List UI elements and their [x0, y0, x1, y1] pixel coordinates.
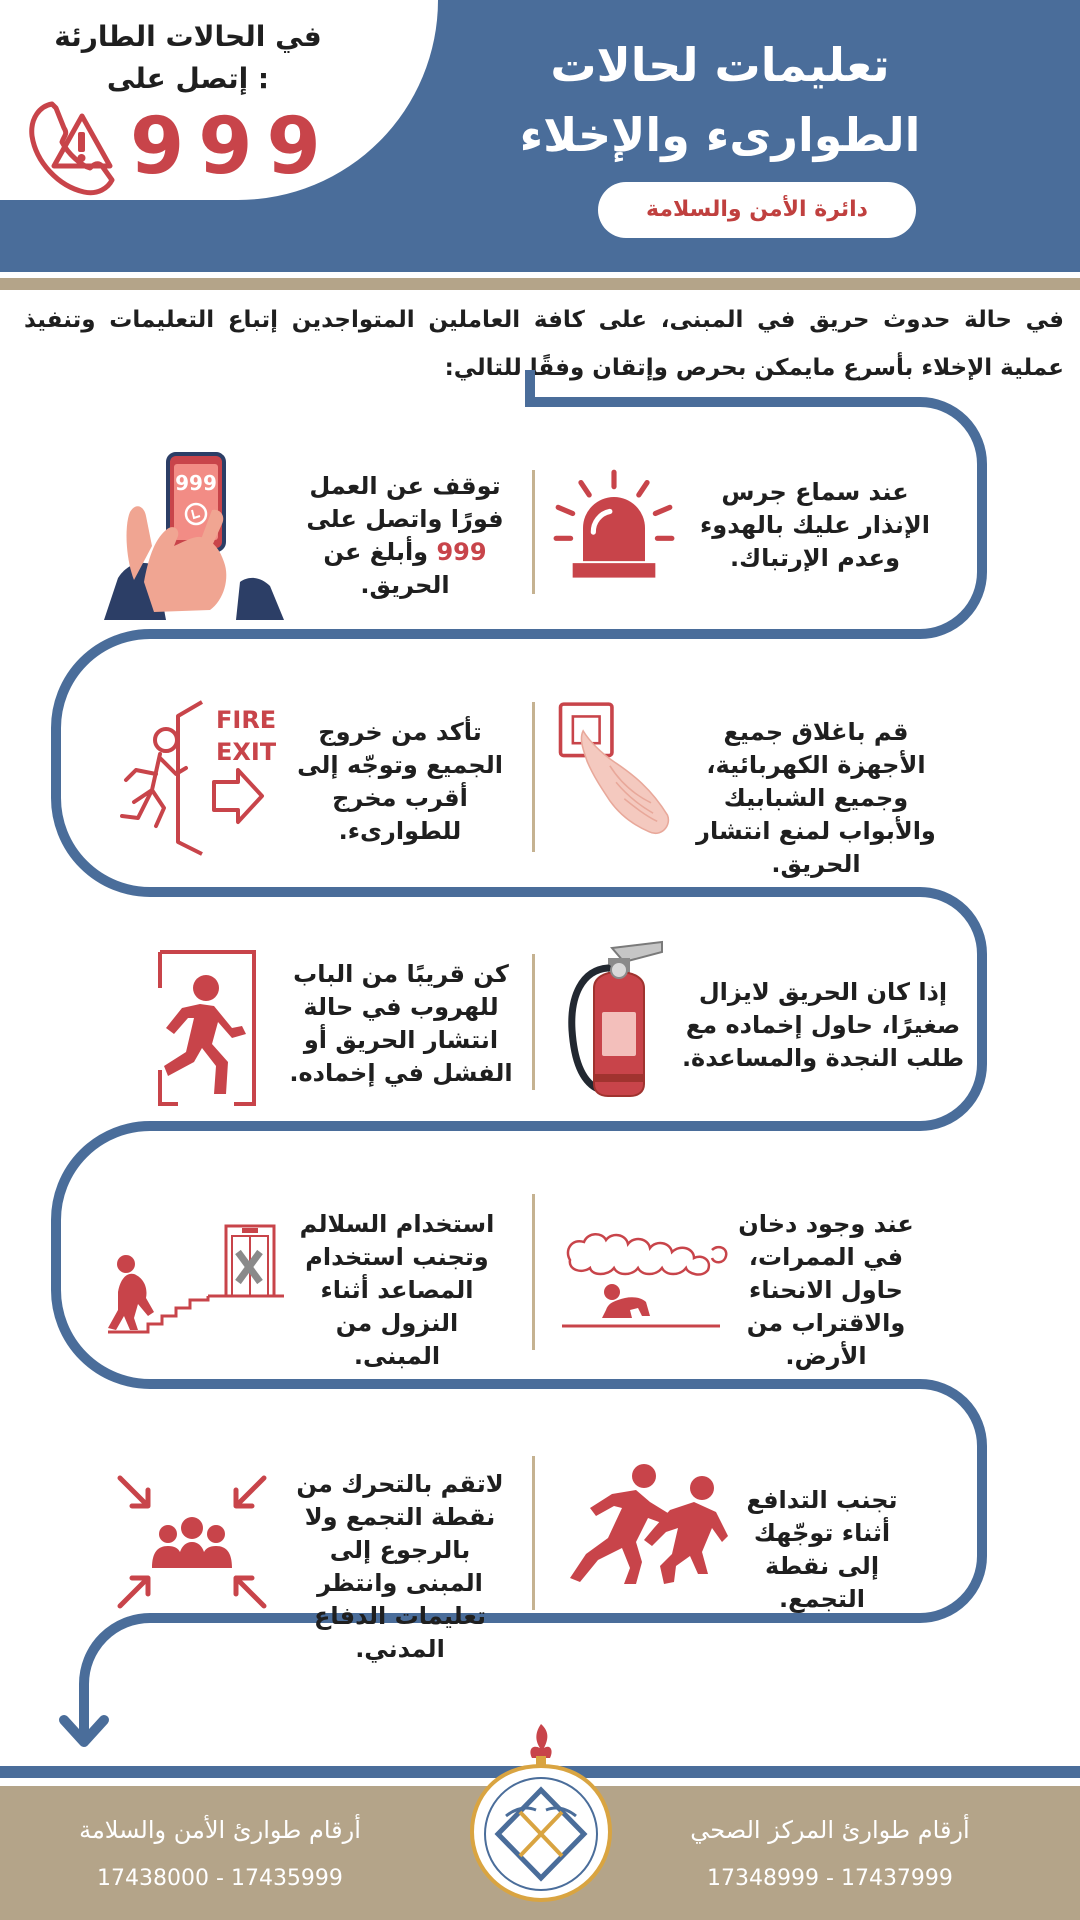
fire-exit-icon	[116, 692, 276, 862]
phone-call-icon	[104, 450, 284, 620]
header-divider-tan	[0, 278, 1080, 290]
step-4-text: تأكد من خروج الجميع وتوجّه إلى أقرب مخرج للطوارىء.	[297, 718, 503, 845]
step-2-text	[280, 470, 530, 602]
department-badge: دائرة الأمن والسلامة	[598, 182, 916, 238]
exit-door-icon	[128, 948, 258, 1108]
emergency-label-1: في الحالات الطارئة	[54, 20, 322, 53]
row-divider	[532, 954, 535, 1090]
step-8-text: استخدام السلالم وتجنب استخدام المصاعد أثناء النزول من المبنى.	[299, 1210, 495, 1370]
step-5-text: إذا كان الحريق لايزال صغيرًا، حاول إخماده مع طلب النجدة والمساعدة.	[681, 978, 965, 1072]
pushing-icon	[552, 1458, 732, 1588]
step-3-text: قم باغلاق جميع الأجهزة الكهربائية، وجميع الشبابيك والأبواب لمنع انتشار الحريق.	[696, 718, 936, 878]
row-divider	[532, 470, 535, 594]
step-2-text-after: وأبلغ عن الحريق.	[323, 538, 450, 599]
step-6-text: كن قريبًا من الباب للهروب في حالة انتشار الحريق أو الفشل في إخماده.	[289, 960, 513, 1087]
stairs-elevator-icon	[104, 1222, 284, 1342]
title-line-2: الطوارىء والإخلاء	[519, 108, 921, 162]
fire-extinguisher-icon	[562, 940, 672, 1100]
assembly-point-icon	[112, 1472, 272, 1612]
smoke-crawl-icon	[562, 1230, 732, 1340]
row-divider	[532, 1194, 535, 1350]
health-center-numbers: 17348999 - 17437999	[707, 1866, 953, 1891]
alarm-light-icon	[552, 466, 676, 590]
row-divider	[532, 1456, 535, 1610]
fire-sign-label: FIRE	[216, 706, 276, 734]
emergency-number: 999	[130, 102, 335, 192]
security-safety-numbers: 17438000 - 17435999	[97, 1866, 343, 1891]
health-center-title: أرقام طوارئ المركز الصحي	[690, 1816, 970, 1844]
university-logo	[466, 1720, 616, 1906]
page-title	[470, 30, 970, 170]
exit-sign-label: EXIT	[216, 738, 276, 766]
emergency-phone-icon	[22, 96, 126, 200]
emergency-label-2: إتصل على :	[106, 62, 270, 95]
step-7-text: عند وجود دخان في الممرات، حاول الانحناء والاقتراب من الأرض.	[738, 1210, 914, 1370]
intro-paragraph: في حالة حدوث حريق في المبنى، على كافة العاملين المتواجدين إتباع التعليمات وتنفيذ عملية الإخلاء بأسرع مايمكن بحرص وإتقان وفقًا للتالي:	[24, 307, 1064, 381]
row-divider	[532, 702, 535, 852]
header-banner	[0, 0, 1080, 272]
step-1-text: عند سماع جرس الإنذار عليك بالهدوء وعدم الإرتباك.	[700, 478, 930, 572]
title-line-1: تعليمات لحالات	[550, 38, 890, 92]
phone-screen-number: 999	[175, 471, 217, 495]
security-safety-title: أرقام طوارئ الأمن والسلامة	[79, 1816, 361, 1844]
step-9-text: تجنب التدافع أثناء توجّهك إلى نقطة التجمع.	[746, 1486, 898, 1613]
step-10-text: لاتقم بالتحرك من نقطة التجمع ولا بالرجوع إلى المبنى وانتظر تعليمات الدفاع المدني.	[296, 1470, 504, 1663]
step-2-text-before: توقف عن العمل فورًا واتصل على	[306, 472, 504, 533]
emergency-call-box	[0, 0, 438, 200]
switch-off-icon	[552, 700, 676, 844]
step-2-highlight-number: 999	[436, 538, 487, 566]
